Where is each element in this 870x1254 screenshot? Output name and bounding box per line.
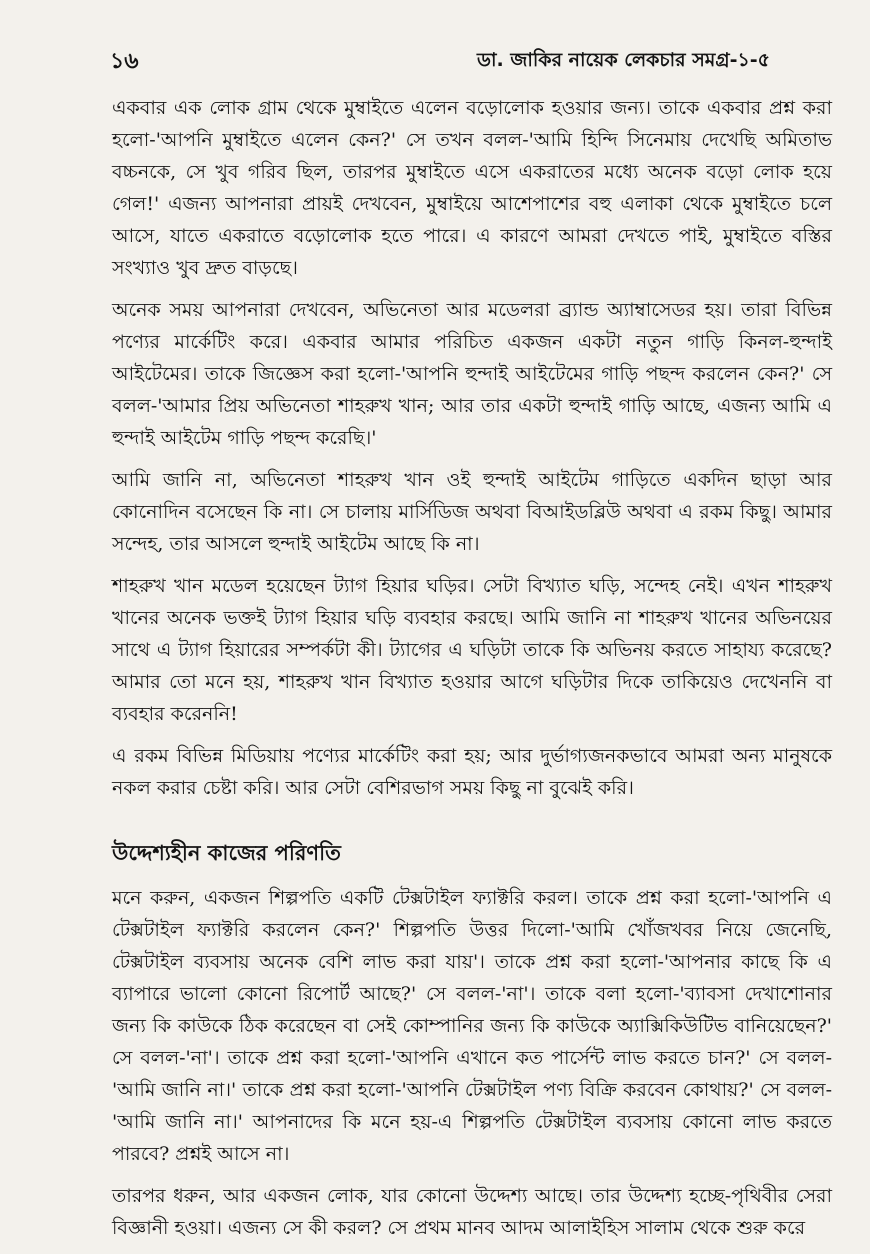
- paragraph-shahrukh-car: আমি জানি না, অভিনেতা শাহরুখ খান ওই হুন্দাই আইটেম গাড়িতে একদিন ছাড়া আর কোনোদিন বসেছেন কি না। সে চালায় মার্সিডিজ অথবা বিআইডব্লিউ অথবা এ রকম কিছু। আমার সন্দেহ, তার আসলে হুন্দাই আইটেম আছে কি না।: [112, 469, 832, 555]
- paragraph-brand-ambassador: অনেক সময় আপনারা দেখবেন, অভিনেতা আর মডেলরা ব্র্যান্ড অ্যাম্বাসেডর হয়। তারা বিভিন্ন পণ্যের মার্কেটিং করে। একবার আমার পরিচিত একজন একটা নতুন গাড়ি কিনল-হুন্দাই আইটেমের। তাকে জিজ্ঞেস করা হলো-'আপনি হুন্দাই আইটেমের গাড়ি পছন্দ করলেন কেন?' সে বলল-'আমার প্রিয় অভিনেতা শাহরুখ খান; আর তার একটা হুন্দাই গাড়ি আছে, এজন্য আমি এ হুন্দাই আইটেম গাড়ি পছন্দ করেছি।': [112, 299, 832, 449]
- paragraph-media-marketing: এ রকম বিভিন্ন মিডিয়ায় পণ্যের মার্কেটিং করা হয়; আর দুর্ভাগ্যজনকভাবে আমরা অন্য মানুষকে নকল করার চেষ্টা করি। আর সেটা বেশিরভাগ সময় কিছু না বুঝেই করি।: [112, 745, 832, 799]
- page-body: [112, 92, 832, 1254]
- paragraph-scientist: তারপর ধরুন, আর একজন লোক, যার কোনো উদ্দেশ্য আছে। তার উদ্দেশ্য হচ্ছে-পৃথিবীর সেরা বিজ্ঞানী হওয়া। এজন্য সে কী করল? সে প্রথম মানব আদম আলাইহিস সালাম থেকে শুরু করে: [112, 1185, 832, 1239]
- paragraph-textile: মনে করুন, একজন শিল্পপতি একটি টেক্সটাইল ফ্যাক্টরি করল। তাকে প্রশ্ন করা হলো-'আপনি এ টেক্সটাইল ফ্যাক্টরি করলেন কেন?' শিল্পপতি উত্তর দিলো-'আমি খোঁজখবর নিয়ে জেনেছি, টেক্সটাইল ব্যবসায় অনেক বেশি লাভ করা যায়'। তাকে প্রশ্ন করা হলো-'আপনার কাছে কি এ ব্যাপারে ভালো কোনো রিপোর্ট আছে?' সে বলল-'না'। তাকে বলা হলো-'ব্যাবসা দেখাশোনার জন্য কি কাউকে ঠিক করেছেন বা সেই কোম্পানির জন্য কি কাউকে অ্যাক্সিকিউটিভ বানিয়েছেন?' সে বলল-'না'। তাকে প্রশ্ন করা হলো-'আপনি এখানে কত পার্সেন্ট লাভ করতে চান?' সে বলল-'আমি জানি না।' তাকে প্রশ্ন করা হলো-'আপনি টেক্সটাইল পণ্য বিক্রি করবেন কোথায়?' সে বলল-'আমি জানি না।' আপনাদের কি মনে হয়-এ শিল্পপতি টেক্সটাইল ব্যবসায় কোনো লাভ করতে পারবে? প্রশ্নই আসে না।: [112, 887, 832, 1165]
- section-heading: উদ্দেশ্যহীন কাজের পরিণতি: [112, 841, 341, 865]
- paragraph-tag-heuer: শাহরুখ খান মডেল হয়েছেন ট্যাগ হিয়ার ঘড়ির। সেটা বিখ্যাত ঘড়ি, সন্দেহ নেই। এখন শাহরুখ খানের অনেক ভক্তই ট্যাগ হিয়ার ঘড়ি ব্যবহার করছে। আমি জানি না শাহরুখ খানের অভিনয়ের সাথে এ ট্যাগ হিয়ারের সম্পর্কটা কী। ট্যাগের এ ঘড়িটা তাকে কি অভিনয় করতে সাহায্য করেছে? আমার তো মনে হয়, শাহরুখ খান বিখ্যাত হওয়ার আগে ঘড়িটার দিকে তাকিয়েও দেখেননি বা ব্যবহার করেননি!: [112, 575, 832, 725]
- book-title: ডা. জাকির নায়েক লেকচার সমগ্র-১-৫: [477, 49, 770, 71]
- running-header: [110, 44, 810, 80]
- paragraph-mumbai: একবার এক লোক গ্রাম থেকে মুম্বাইতে এলেন বড়োলোক হওয়ার জন্য। তাকে একবার প্রশ্ন করা হলো-'আপনি মুম্বাইতে এলেন কেন?' সে তখন বলল-'আমি হিন্দি সিনেমায় দেখেছি অমিতাভ বচ্চনকে, সে খুব গরিব ছিল, তারপর মুম্বাইতে এসে একরাতের মধ্যে অনেক বড়ো লোক হয়ে গেল!' এজন্য আপনারা প্রায়ই দেখবেন, মুম্বাইয়ে আশেপাশের বহু এলাকা থেকে মুম্বাইতে চলে আসে, যাতে একরাতে বড়োলোক হতে পারে। এ কারণে আমরা দেখতে পাই, মুম্বাইতে বস্তির সংখ্যাও খুব দ্রুত বাড়ছে।: [112, 97, 832, 279]
- page-number: ১৬: [110, 49, 139, 74]
